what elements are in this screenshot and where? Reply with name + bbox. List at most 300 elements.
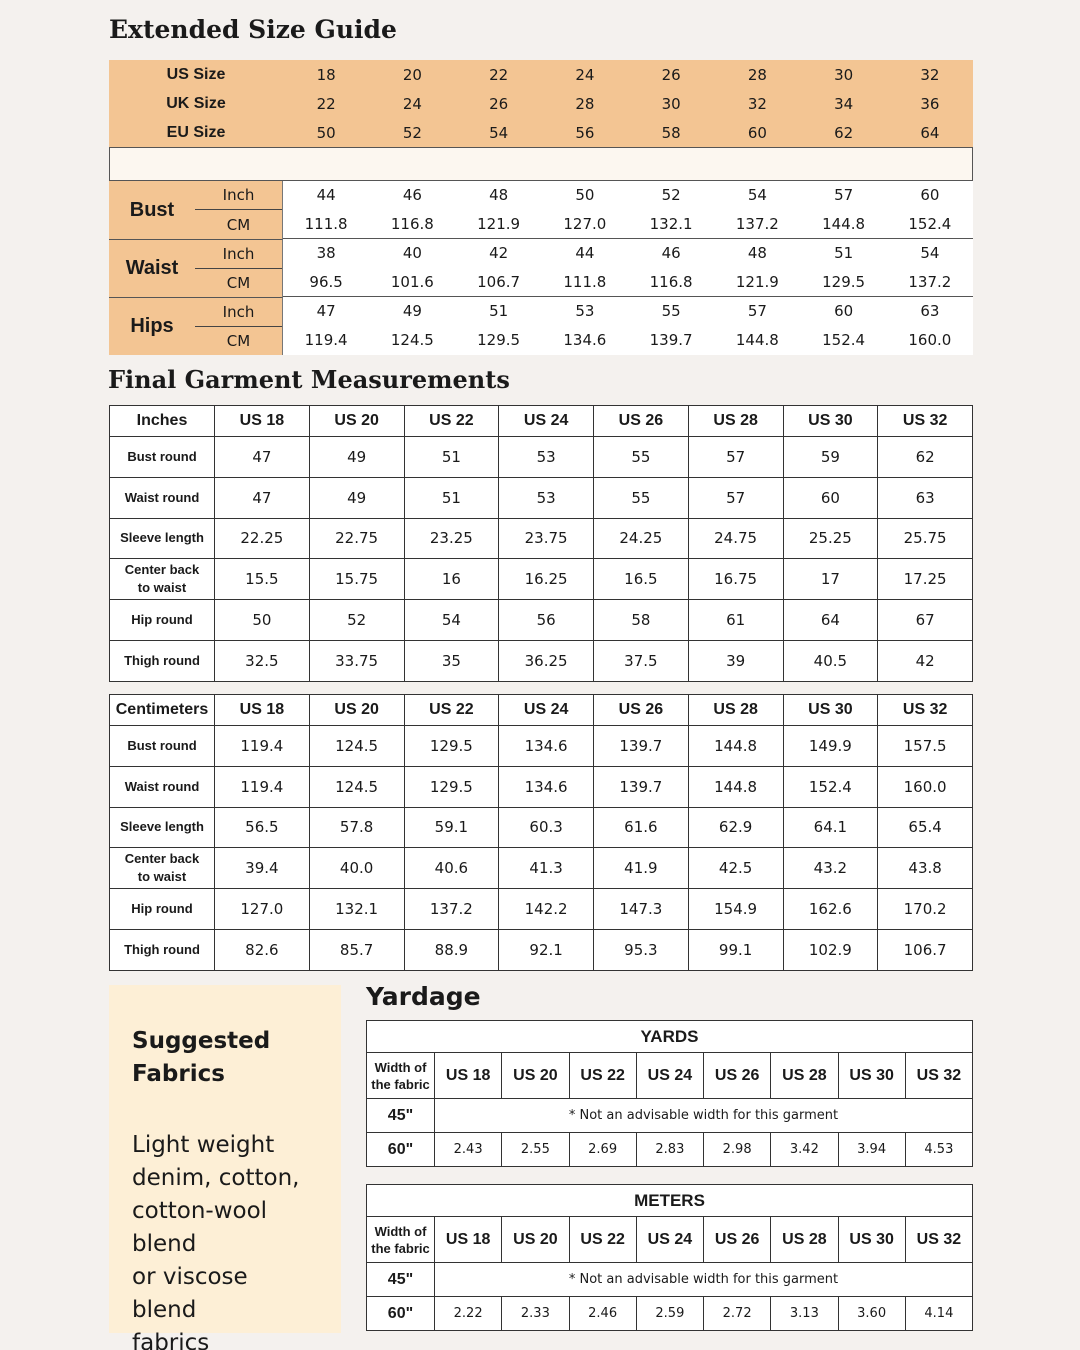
fabrics-text-line: or viscose blend	[132, 1264, 248, 1323]
inch-value: 46	[402, 186, 422, 204]
measurement-cell: 47	[215, 477, 310, 518]
measurement-cell: 36.25	[499, 640, 594, 681]
measurement-cell: 57	[688, 477, 783, 518]
size-value: 34	[834, 94, 854, 113]
width-label: 60"	[367, 1297, 435, 1331]
measurement-cell: 57	[688, 437, 783, 478]
yards-table	[366, 1020, 973, 1167]
size-row-label: EU Size	[166, 123, 226, 141]
measurement-cell: 139.7	[594, 766, 689, 807]
table-row	[110, 477, 973, 518]
measurement-cell: 106.7	[878, 929, 973, 970]
width-45-row	[367, 1099, 973, 1133]
measurement-cell: 51	[404, 477, 499, 518]
unit-label: Inch	[195, 298, 282, 327]
row-label-line: Bust round	[127, 737, 197, 753]
measurement-cell: 85.7	[309, 929, 404, 970]
measure-name: Bust	[109, 181, 195, 239]
fabrics-text-line: fabrics	[132, 1330, 210, 1350]
measurement-cell: 43.2	[783, 848, 878, 889]
size-column-header: US 26	[594, 695, 689, 726]
unit-header: METERS	[367, 1185, 973, 1217]
table-row	[110, 600, 973, 641]
measurement-cell: 61	[688, 600, 783, 641]
row-label-line: Sleeve length	[120, 530, 204, 546]
inch-row	[283, 181, 973, 210]
measurement-cell: 25.75	[878, 518, 973, 559]
yardage-cell: 2.46	[569, 1297, 636, 1331]
measurement-cell: 17	[783, 559, 878, 600]
measurement-cell: 139.7	[594, 726, 689, 767]
size-value: 26	[661, 65, 681, 84]
size-column-header: US 28	[688, 406, 783, 437]
size-value: 28	[747, 65, 767, 84]
measurement-cell: 129.5	[404, 766, 499, 807]
inch-value: 42	[489, 244, 509, 262]
measurement-cell: 51	[404, 437, 499, 478]
measurement-cell: 17.25	[878, 559, 973, 600]
measurement-cell: 162.6	[783, 889, 878, 930]
inch-value: 54	[747, 186, 767, 204]
measurement-cell: 58	[594, 600, 689, 641]
table-row	[110, 848, 973, 889]
cm-value: 152.4	[887, 210, 973, 239]
measurement-cell: 65.4	[878, 807, 973, 848]
measurement-cell: 39	[688, 640, 783, 681]
size-value: 24	[575, 65, 595, 84]
yardage-cell: 2.72	[704, 1297, 771, 1331]
measurement-cell: 170.2	[878, 889, 973, 930]
measurement-cell: 16	[404, 559, 499, 600]
measurement-cell: 67	[878, 600, 973, 641]
size-column-header: US 28	[771, 1217, 838, 1263]
row-label	[110, 559, 215, 600]
unit-label: Inch	[195, 181, 282, 210]
size-column-header: US 24	[499, 406, 594, 437]
measure-units	[195, 239, 283, 297]
measurement-cell: 49	[309, 477, 404, 518]
inch-value: 53	[575, 302, 595, 320]
cm-value: 96.5	[283, 268, 369, 297]
measurement-cell: 23.25	[404, 518, 499, 559]
header-row	[110, 695, 973, 726]
cm-row	[283, 210, 973, 239]
row-label-line: to waist	[137, 869, 187, 885]
table-corner-label: Centimeters	[110, 695, 215, 726]
measurement-cell: 142.2	[499, 889, 594, 930]
fabrics-title-line: Fabrics	[132, 1061, 225, 1087]
fabrics-text-line: Light weight	[132, 1132, 275, 1158]
size-column-header: US 24	[636, 1217, 703, 1263]
measurement-cell: 24.25	[594, 518, 689, 559]
size-column-header: US 30	[783, 695, 878, 726]
measure-values	[283, 297, 973, 355]
cm-value: 137.2	[887, 268, 973, 297]
inches-measurements-table	[109, 405, 973, 682]
meters-table	[366, 1184, 973, 1331]
yardage-cell: 3.13	[771, 1297, 838, 1331]
measurement-cell: 15.75	[309, 559, 404, 600]
size-column-header: US 24	[636, 1053, 703, 1099]
measure-units	[195, 297, 283, 355]
size-column-header: US 18	[215, 695, 310, 726]
measure-values	[283, 239, 973, 297]
not-advisable-note: * Not an advisable width for this garment	[435, 1099, 973, 1133]
size-column-header: US 18	[435, 1053, 502, 1099]
size-value: 22	[316, 94, 336, 113]
size-row-label: UK Size	[166, 94, 226, 112]
size-value: 30	[834, 65, 854, 84]
measurement-cell: 147.3	[594, 889, 689, 930]
unit-header-row	[367, 1185, 973, 1217]
measure-values	[283, 181, 973, 239]
measurement-cell: 39.4	[215, 848, 310, 889]
inch-value: 57	[834, 186, 854, 204]
cm-value: 111.8	[283, 210, 369, 239]
size-value: 32	[920, 65, 940, 84]
measurement-cell: 53	[499, 437, 594, 478]
measurement-cell: 60	[783, 477, 878, 518]
row-label	[110, 437, 215, 478]
measurement-cell: 152.4	[783, 766, 878, 807]
measurement-cell: 53	[499, 477, 594, 518]
measurement-cell: 22.75	[309, 518, 404, 559]
row-label-line: Thigh round	[124, 941, 200, 957]
measurement-cell: 55	[594, 437, 689, 478]
yardage-cell: 4.53	[905, 1133, 972, 1167]
garment-measurements-title: Final Garment Measurements	[108, 365, 510, 394]
size-value: 54	[489, 123, 509, 142]
inch-value: 49	[402, 302, 422, 320]
cm-value: 152.4	[822, 331, 866, 349]
row-label-line: to waist	[137, 580, 187, 596]
size-value: 22	[489, 65, 509, 84]
inch-value: 57	[747, 302, 767, 320]
measurement-cell: 144.8	[688, 766, 783, 807]
row-label-line: Hip round	[131, 901, 193, 917]
row-label-line: Thigh round	[124, 652, 200, 668]
inch-value: 50	[575, 186, 595, 204]
width-label: 60"	[367, 1133, 435, 1167]
size-column-header: US 30	[783, 406, 878, 437]
measurement-cell: 149.9	[783, 726, 878, 767]
measurement-cell: 144.8	[688, 726, 783, 767]
yardage-cell: 2.55	[502, 1133, 569, 1167]
width-label-line: Width of	[374, 1059, 427, 1075]
measurement-cell: 134.6	[499, 766, 594, 807]
size-column-header: US 30	[838, 1217, 905, 1263]
size-column-header: US 26	[704, 1217, 771, 1263]
size-value: 56	[575, 123, 595, 142]
yardage-cell: 2.33	[502, 1297, 569, 1331]
size-column-header: US 32	[905, 1053, 972, 1099]
table-row	[110, 640, 973, 681]
table-row	[110, 559, 973, 600]
cm-value: 116.8	[369, 210, 455, 239]
measure-block	[109, 181, 973, 239]
measurement-cell: 137.2	[404, 889, 499, 930]
row-label-line: Waist round	[124, 778, 200, 794]
size-column-header: US 18	[435, 1217, 502, 1263]
table-corner-label: Inches	[110, 406, 215, 437]
row-label	[110, 889, 215, 930]
cm-row	[283, 268, 973, 297]
measurement-cell: 33.75	[309, 640, 404, 681]
size-value: 50	[316, 123, 336, 142]
table-row	[110, 929, 973, 970]
measurement-cell: 47	[215, 437, 310, 478]
yardage-cell: 4.14	[905, 1297, 972, 1331]
size-column-header: US 28	[688, 695, 783, 726]
measurement-cell: 124.5	[309, 766, 404, 807]
measurement-cell: 124.5	[309, 726, 404, 767]
cm-value: 121.9	[456, 210, 542, 239]
size-conversion-block	[109, 60, 973, 147]
size-value: 24	[402, 94, 422, 113]
inch-row	[283, 239, 973, 268]
table-row	[110, 766, 973, 807]
measurement-cell: 40.5	[783, 640, 878, 681]
measurement-cell: 37.5	[594, 640, 689, 681]
size-column-header: US 26	[594, 406, 689, 437]
width-45-row	[367, 1263, 973, 1297]
measurement-cell: 59.1	[404, 807, 499, 848]
measure-name: Waist	[109, 239, 195, 297]
row-label	[110, 726, 215, 767]
measurement-cell: 57.8	[309, 807, 404, 848]
size-column-header: US 32	[878, 406, 973, 437]
row-label-line: Hip round	[131, 612, 193, 628]
unit-label: CM	[226, 215, 251, 234]
size-column-header: US 28	[771, 1053, 838, 1099]
measurement-cell: 40.6	[404, 848, 499, 889]
row-label	[110, 766, 215, 807]
measurement-cell: 64	[783, 600, 878, 641]
fabrics-title-line: Suggested	[132, 1028, 271, 1054]
measurement-cell: 62.9	[688, 807, 783, 848]
row-label-line: Center back	[124, 851, 200, 867]
measurement-cell: 50	[215, 600, 310, 641]
width-of-fabric-label	[367, 1053, 435, 1099]
yardage-cell: 3.60	[838, 1297, 905, 1331]
row-label-line: Sleeve length	[120, 819, 204, 835]
inch-value: 60	[834, 302, 854, 320]
measurement-cell: 40.0	[309, 848, 404, 889]
measure-name: Hips	[109, 297, 195, 355]
row-label	[110, 477, 215, 518]
size-row	[109, 89, 973, 118]
table-row	[110, 437, 973, 478]
size-value: 32	[747, 94, 767, 113]
measurement-cell: 88.9	[404, 929, 499, 970]
inch-row	[283, 297, 973, 326]
size-value: 26	[489, 94, 509, 113]
measurement-cell: 56	[499, 600, 594, 641]
inch-value: 40	[402, 244, 422, 262]
width-label: 45"	[367, 1263, 435, 1297]
measurement-cell: 134.6	[499, 726, 594, 767]
row-label-line: Bust round	[127, 448, 197, 464]
cm-value: 111.8	[542, 268, 628, 297]
row-label-line: Center back	[124, 562, 200, 578]
measurement-cell: 22.25	[215, 518, 310, 559]
row-label-line: Waist round	[124, 489, 200, 505]
size-value: 52	[402, 123, 422, 142]
table-row	[110, 518, 973, 559]
suggested-fabrics-panel	[109, 985, 341, 1350]
measurement-cell: 41.3	[499, 848, 594, 889]
measurement-cell: 119.4	[215, 766, 310, 807]
cm-value: 137.2	[714, 210, 800, 239]
cm-value: 144.8	[735, 331, 779, 349]
inch-value: 60	[920, 186, 940, 204]
row-label	[110, 807, 215, 848]
measurement-cell: 132.1	[309, 889, 404, 930]
size-column-header: US 20	[309, 695, 404, 726]
cm-value: 101.6	[369, 268, 455, 297]
inch-value: 63	[920, 302, 940, 320]
size-column-header: US 20	[309, 406, 404, 437]
inch-value: 51	[834, 244, 854, 262]
table-row	[110, 889, 973, 930]
size-guide-table	[109, 60, 973, 355]
inch-value: 52	[661, 186, 681, 204]
measurement-cell: 52	[309, 600, 404, 641]
measurement-cell: 49	[309, 437, 404, 478]
measurement-cell: 62	[878, 437, 973, 478]
width-label-line: Width of	[374, 1223, 427, 1239]
inch-value: 44	[316, 186, 336, 204]
cm-row	[283, 326, 973, 355]
size-guide-title: Extended Size Guide	[109, 15, 397, 44]
measurement-cell: 119.4	[215, 726, 310, 767]
measurement-cell: 15.5	[215, 559, 310, 600]
measurement-cell: 55	[594, 477, 689, 518]
width-of-fabric-label	[367, 1217, 435, 1263]
measurement-cell: 56.5	[215, 807, 310, 848]
inch-value: 54	[920, 244, 940, 262]
inch-value: 38	[316, 244, 336, 262]
measurement-cell: 24.75	[688, 518, 783, 559]
inch-value: 48	[489, 186, 509, 204]
measurement-cell: 23.75	[499, 518, 594, 559]
table-row	[110, 726, 973, 767]
measurement-cell: 16.25	[499, 559, 594, 600]
yardage-title: Yardage	[366, 982, 481, 1011]
size-value: 28	[575, 94, 595, 113]
measurement-cell: 42	[878, 640, 973, 681]
width-label: 45"	[367, 1099, 435, 1133]
unit-label: Inch	[195, 240, 282, 269]
row-label	[110, 929, 215, 970]
not-advisable-note: * Not an advisable width for this garment	[435, 1263, 973, 1297]
cm-value: 160.0	[908, 331, 952, 349]
size-column-header: US 20	[502, 1053, 569, 1099]
measurement-cell: 160.0	[878, 766, 973, 807]
measure-block	[109, 297, 973, 355]
cm-value: 121.9	[714, 268, 800, 297]
size-value: 36	[920, 94, 940, 113]
measure-block	[109, 239, 973, 297]
measurement-cell: 42.5	[688, 848, 783, 889]
measurement-cell: 129.5	[404, 726, 499, 767]
size-value: 20	[402, 65, 422, 84]
measurement-cell: 95.3	[594, 929, 689, 970]
body-measurements-block	[109, 181, 973, 355]
inch-value: 44	[575, 244, 595, 262]
measurement-cell: 54	[404, 600, 499, 641]
cm-value: 139.7	[649, 331, 693, 349]
inch-value: 46	[661, 244, 681, 262]
size-column-header: US 32	[878, 695, 973, 726]
width-60-row	[367, 1133, 973, 1167]
size-column-header: US 22	[404, 406, 499, 437]
cm-value: 124.5	[390, 331, 434, 349]
yardage-cell: 2.59	[636, 1297, 703, 1331]
size-column-header: US 24	[499, 695, 594, 726]
measurement-cell: 16.5	[594, 559, 689, 600]
unit-header: YARDS	[367, 1021, 973, 1053]
size-value: 64	[920, 123, 940, 142]
width-label-line: the fabric	[371, 1076, 430, 1092]
cm-value: 119.4	[304, 331, 348, 349]
measurement-cell: 43.8	[878, 848, 973, 889]
width-60-row	[367, 1297, 973, 1331]
size-row-label: US Size	[166, 65, 226, 83]
row-label	[110, 600, 215, 641]
measurement-cell: 154.9	[688, 889, 783, 930]
row-label	[110, 640, 215, 681]
measurement-cell: 32.5	[215, 640, 310, 681]
size-value: 60	[747, 123, 767, 142]
measurement-cell: 41.9	[594, 848, 689, 889]
width-label-line: the fabric	[371, 1240, 430, 1256]
measurement-cell: 92.1	[499, 929, 594, 970]
measurement-cell: 82.6	[215, 929, 310, 970]
measurement-cell: 25.25	[783, 518, 878, 559]
cm-value: 106.7	[456, 268, 542, 297]
row-label	[110, 848, 215, 889]
yardage-cell: 3.42	[771, 1133, 838, 1167]
measurement-cell: 127.0	[215, 889, 310, 930]
unit-label: CM	[226, 273, 251, 292]
cm-value: 129.5	[477, 331, 521, 349]
size-value: 62	[834, 123, 854, 142]
cm-value: 116.8	[628, 268, 714, 297]
measurement-cell: 63	[878, 477, 973, 518]
fabrics-text-line: denim, cotton,	[132, 1165, 300, 1191]
inch-value: 55	[661, 302, 681, 320]
inch-value: 51	[489, 302, 509, 320]
measurement-cell: 61.6	[594, 807, 689, 848]
cm-value: 127.0	[542, 210, 628, 239]
measurement-cell: 64.1	[783, 807, 878, 848]
measurement-cell: 35	[404, 640, 499, 681]
suggested-fabrics-title	[132, 1025, 319, 1091]
unit-label: CM	[226, 331, 251, 350]
measurement-cell: 16.75	[688, 559, 783, 600]
size-column-header: US 22	[569, 1053, 636, 1099]
measurement-cell: 102.9	[783, 929, 878, 970]
suggested-fabrics-text	[132, 1129, 319, 1350]
yardage-cell: 3.94	[838, 1133, 905, 1167]
yardage-cell: 2.22	[435, 1297, 502, 1331]
size-value: 18	[316, 65, 336, 84]
header-row	[110, 406, 973, 437]
row-label	[110, 518, 215, 559]
measurement-cell: 157.5	[878, 726, 973, 767]
table-row	[110, 807, 973, 848]
